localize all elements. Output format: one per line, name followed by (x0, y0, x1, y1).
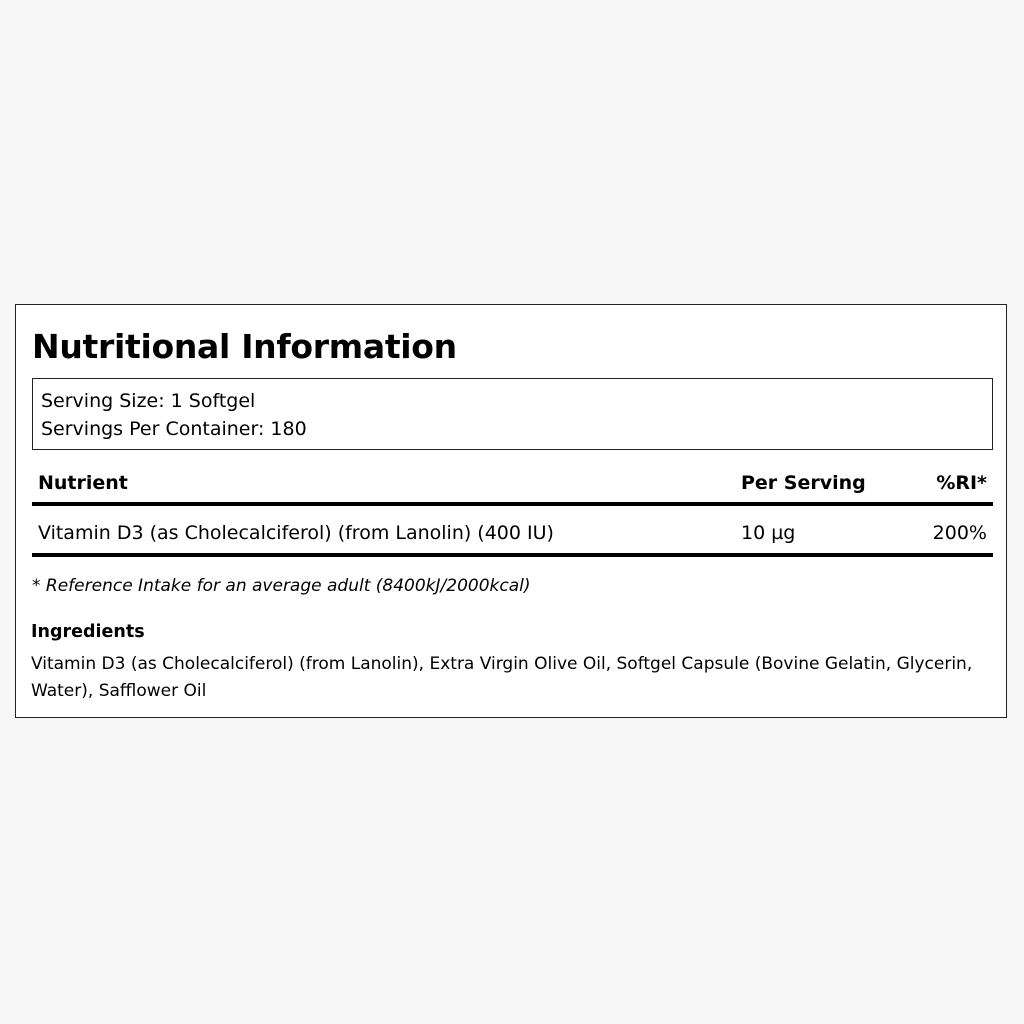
table-row (32, 506, 993, 553)
nutrient-table (32, 462, 993, 557)
column-header-per-serving: Per Serving (741, 472, 866, 494)
serving-size: Serving Size: 1 Softgel (41, 390, 256, 412)
ingredients-list: Vitamin D3 (as Cholecalciferol) (from Lanolin), Extra Virgin Olive Oil, Softgel Capsule (Bovine Gelatin, Glycerin, Water), Safflower Oil (31, 654, 973, 701)
nutrient-ri: 200% (932, 522, 987, 544)
page-title: Nutritional Information (32, 327, 457, 366)
nutrient-name: Vitamin D3 (as Cholecalciferol) (from Lanolin) (400 IU) (38, 522, 554, 544)
ingredients-heading: Ingredients (31, 622, 145, 642)
table-divider-bottom (32, 553, 993, 557)
nutrition-panel (15, 304, 1007, 718)
column-header-nutrient: Nutrient (38, 472, 128, 494)
reference-intake-footnote: * Reference Intake for an average adult (8400kJ/2000kcal) (32, 576, 531, 596)
servings-per-container: Servings Per Container: 180 (41, 418, 307, 440)
serving-info-box (32, 378, 993, 450)
nutrient-per-serving: 10 µg (741, 522, 796, 544)
table-header-row (32, 462, 993, 502)
column-header-ri: %RI* (936, 472, 987, 494)
